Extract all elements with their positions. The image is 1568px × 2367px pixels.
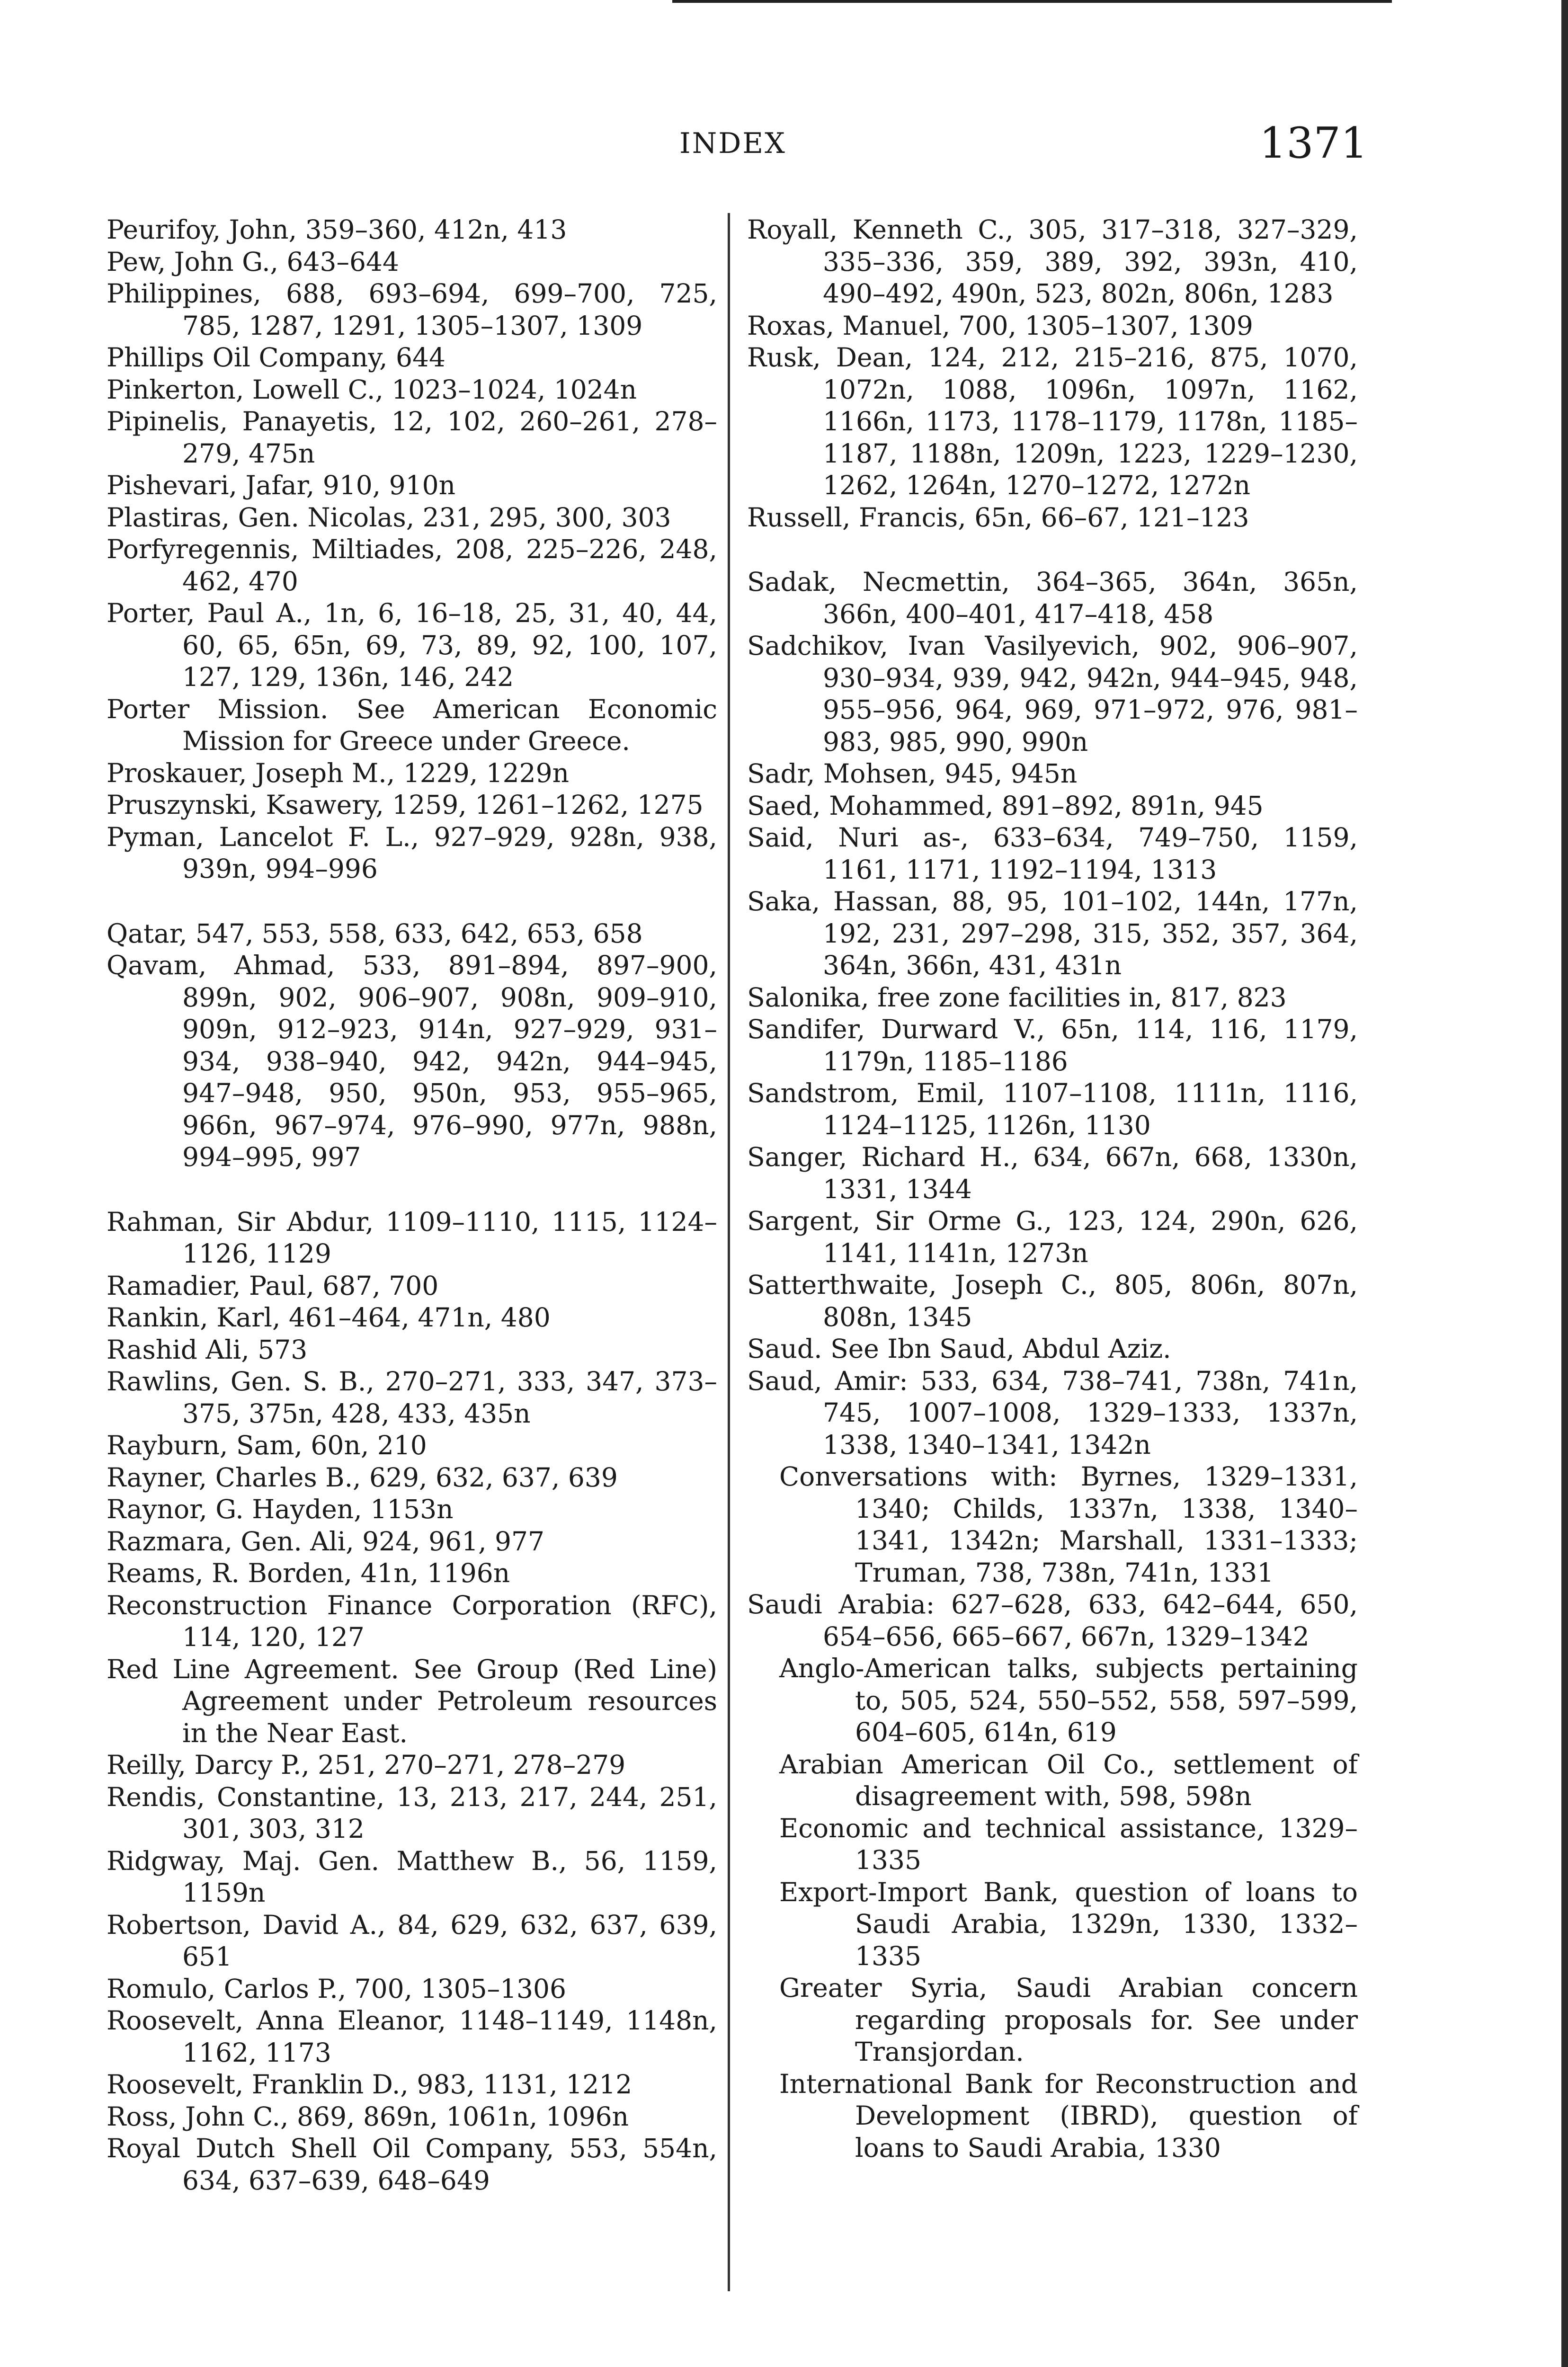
index-entry: Romulo, Carlos P., 700, 1305–1306: [107, 1973, 567, 2004]
index-entry: Ridgway, Maj. Gen. Matthew B., 56, 1159, 1159n: [107, 1845, 717, 1908]
index-entry: Saed, Mohammed, 891–892, 891n, 945: [747, 790, 1264, 821]
index-entry: Qavam, Ahmad, 533, 891–894, 897–900, 899n, 902, 906–907, 908n, 909–910, 909n, 912–923, 914n, 927–929, 931–934, 938–940, 942, 942n, 944–945, 947–948, 950, 950n, 953, 955–965, 966n, 967–974, 976–990, 977n, 988n, 994–995, 997: [107, 950, 717, 1172]
index-entry: Said, Nuri as-, 633–634, 749–750, 1159, 1161, 1171, 1192–1194, 1313: [747, 822, 1358, 885]
index-entry: Peurifoy, John, 359–360, 412n, 413: [107, 214, 567, 245]
index-subentry: Greater Syria, Saudi Arabian concern regarding proposals for. See under Transjordan.: [779, 1973, 1358, 2067]
index-entry: Rankin, Karl, 461–464, 471n, 480: [107, 1302, 551, 1333]
index-entry: Pipinelis, Panayetis, 12, 102, 260–261, 278–279, 475n: [107, 406, 717, 469]
index-entry: Rawlins, Gen. S. B., 270–271, 333, 347, 373–375, 375n, 428, 433, 435n: [107, 1366, 717, 1429]
index-entry: Porter Mission. See American Economic Mission for Greece under Greece.: [107, 694, 717, 756]
index-entry: Roosevelt, Anna Eleanor, 1148–1149, 1148n, 1162, 1173: [107, 2005, 717, 2068]
index-entry: Sandstrom, Emil, 1107–1108, 1111n, 1116, 1124–1125, 1126n, 1130: [747, 1078, 1358, 1140]
letter-gap: [747, 534, 1358, 566]
index-entry: Philippines, 688, 693–694, 699–700, 725, 785, 1287, 1291, 1305–1307, 1309: [107, 278, 717, 341]
index-entry: Ramadier, Paul, 687, 700: [107, 1270, 439, 1301]
index-entry: Russell, Francis, 65n, 66–67, 121–123: [747, 502, 1249, 533]
index-entry: Reilly, Darcy P., 251, 270–271, 278–279: [107, 1750, 626, 1780]
letter-gap: [107, 1174, 717, 1206]
index-entry: Satterthwaite, Joseph C., 805, 806n, 807n, 808n, 1345: [747, 1270, 1358, 1332]
index-entry: Ross, John C., 869, 869n, 1061n, 1096n: [107, 2101, 629, 2132]
index-subentry: Economic and technical assistance, 1329–1335: [779, 1813, 1358, 1875]
index-entry: Qatar, 547, 553, 558, 633, 642, 653, 658: [107, 918, 643, 949]
column-divider: [728, 213, 730, 2291]
index-entry: Raynor, G. Hayden, 1153n: [107, 1494, 454, 1524]
index-subentry: Conversations with: Byrnes, 1329–1331, 1340; Childs, 1337n, 1338, 1340–1341, 1342n; Marshall, 1331–1333; Truman, 738, 738n, 741n, 1331: [779, 1461, 1358, 1588]
index-entry: Sadr, Mohsen, 945, 945n: [747, 758, 1078, 789]
letter-gap: [107, 885, 717, 918]
index-subentry: Export-Import Bank, question of loans to Saudi Arabia, 1329n, 1330, 1332–1335: [779, 1877, 1358, 1971]
index-entry: Pishevari, Jafar, 910, 910n: [107, 470, 456, 500]
index-entry: Roxas, Manuel, 700, 1305–1307, 1309: [747, 310, 1253, 341]
index-entry: Pyman, Lancelot F. L., 927–929, 928n, 938, 939n, 994–996: [107, 821, 717, 884]
index-entry: Saudi Arabia: 627–628, 633, 642–644, 650, 654–656, 665–667, 667n, 1329–1342: [747, 1589, 1358, 1652]
index-subentry: Arabian American Oil Co., settlement of disagreement with, 598, 598n: [779, 1749, 1358, 1811]
running-header: INDEX: [679, 127, 786, 160]
index-entry: Sadchikov, Ivan Vasilyevich, 902, 906–907, 930–934, 939, 942, 942n, 944–945, 948, 955–956, 964, 969, 971–972, 976, 981–983, 985, 990, 990n: [747, 631, 1358, 757]
index-entry: Rusk, Dean, 124, 212, 215–216, 875, 1070, 1072n, 1088, 1096n, 1097n, 1162, 1166n, 1173, 1178–1179, 1178n, 1185–1187, 1188n, 1209n, 1223, 1229–1230, 1262, 1264n, 1270–1272, 1272n: [747, 342, 1358, 500]
index-entry: Rayburn, Sam, 60n, 210: [107, 1430, 427, 1460]
index-entry: Rashid Ali, 573: [107, 1334, 308, 1365]
index-entry: Rahman, Sir Abdur, 1109–1110, 1115, 1124–1126, 1129: [107, 1206, 717, 1269]
index-entry: Sandifer, Durward V., 65n, 114, 116, 1179, 1179n, 1185–1186: [747, 1014, 1358, 1077]
index-entry: Pinkerton, Lowell C., 1023–1024, 1024n: [107, 374, 637, 405]
index-subentry: International Bank for Reconstruction and Development (IBRD), question of loans to Saudi Arabia, 1330: [779, 2068, 1358, 2163]
index-entry: Roosevelt, Franklin D., 983, 1131, 1212: [107, 2069, 633, 2100]
index-subentry: Anglo-American talks, subjects pertaining to, 505, 524, 550–552, 558, 597–599, 604–605, 614n, 619: [779, 1653, 1358, 1747]
index-entry: Saud. See Ibn Saud, Abdul Aziz.: [747, 1334, 1171, 1364]
index-entry: Sadak, Necmettin, 364–365, 364n, 365n, 366n, 400–401, 417–418, 458: [747, 567, 1358, 629]
index-entry: Razmara, Gen. Ali, 924, 961, 977: [107, 1526, 545, 1557]
page-edge: [1561, 0, 1568, 2367]
index-entry: Pew, John G., 643–644: [107, 246, 399, 277]
index-entry: Porfyregennis, Miltiades, 208, 225–226, 248, 462, 470: [107, 534, 717, 596]
index-entry: Phillips Oil Company, 644: [107, 342, 445, 373]
index-entry: Saka, Hassan, 88, 95, 101–102, 144n, 177n, 192, 231, 297–298, 315, 352, 357, 364, 364n, 366n, 431, 431n: [747, 886, 1358, 980]
index-entry: Reams, R. Borden, 41n, 1196n: [107, 1558, 510, 1588]
page-number: 1371: [1259, 118, 1368, 168]
index-entry: Rendis, Constantine, 13, 213, 217, 244, 251, 301, 303, 312: [107, 1781, 717, 1844]
index-entry: Royall, Kenneth C., 305, 317–318, 327–329, 335–336, 359, 389, 392, 393n, 410, 490–492, 490n, 523, 802n, 806n, 1283: [747, 214, 1358, 309]
index-entry: Salonika, free zone facilities in, 817, 823: [747, 982, 1287, 1013]
index-entry: Proskauer, Joseph M., 1229, 1229n: [107, 757, 570, 788]
index-entry: Sanger, Richard H., 634, 667n, 668, 1330n, 1331, 1344: [747, 1142, 1358, 1204]
index-entry: Plastiras, Gen. Nicolas, 231, 295, 300, 303: [107, 502, 671, 533]
index-entry: Royal Dutch Shell Oil Company, 553, 554n, 634, 637–639, 648–649: [107, 2133, 717, 2196]
index-entry: Reconstruction Finance Corporation (RFC), 114, 120, 127: [107, 1590, 717, 1652]
index-entry: Sargent, Sir Orme G., 123, 124, 290n, 626, 1141, 1141n, 1273n: [747, 1206, 1358, 1268]
index-entry: Pruszynski, Ksawery, 1259, 1261–1262, 1275: [107, 790, 704, 820]
index-column-left: [107, 214, 717, 2197]
index-entry: Saud, Amir: 533, 634, 738–741, 738n, 741n, 745, 1007–1008, 1329–1333, 1337n, 1338, 1340–1341, 1342n: [747, 1365, 1358, 1460]
index-column-right: [747, 214, 1358, 2164]
index-entry: Red Line Agreement. See Group (Red Line) Agreement under Petroleum resources in the Near East.: [107, 1654, 717, 1748]
index-entry: Porter, Paul A., 1n, 6, 16–18, 25, 31, 40, 44, 60, 65, 65n, 69, 73, 89, 92, 100, 107, 127, 129, 136n, 146, 242: [107, 598, 717, 692]
index-entry: Robertson, David A., 84, 629, 632, 637, 639, 651: [107, 1909, 717, 1972]
index-entry: Rayner, Charles B., 629, 632, 637, 639: [107, 1462, 618, 1493]
top-rule: [672, 0, 1392, 3]
